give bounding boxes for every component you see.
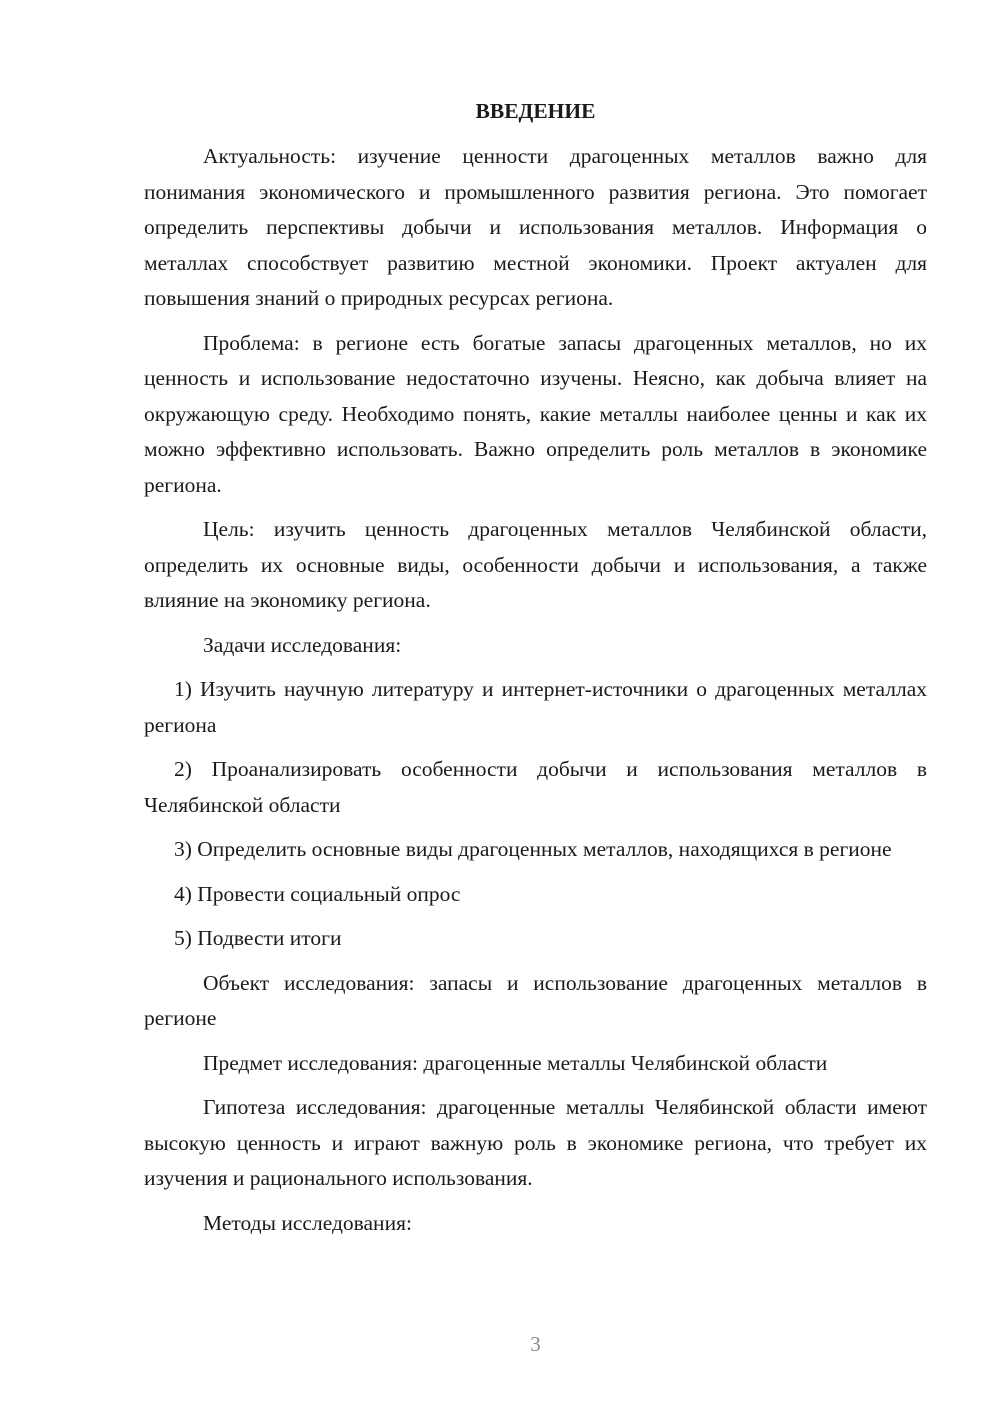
problem-paragraph: Проблема: в регионе есть богатые запасы драгоценных металлов, но их ценность и использование недостаточно изучены. Неясно, как добыча влияет на окружающую среду. Необходимо понять, какие металлы наиболее ценны и как их можно эффективно использовать. Важно определить роль металлов в экономике региона. (144, 330, 927, 497)
task-item: 3) Определить основные виды драгоценных металлов, находящихся в регионе (174, 837, 892, 861)
page-number: 3 (530, 1332, 541, 1356)
hypothesis-paragraph: Гипотеза исследования: драгоценные металлы Челябинской области имеют высокую ценность и играют важную роль в экономике региона, что требует их изучения и рационального использования. (144, 1095, 927, 1190)
section-heading: ВВЕДЕНИЕ (475, 99, 596, 123)
methods-label: Методы исследования: (203, 1210, 412, 1235)
goal-paragraph: Цель: изучить ценность драгоценных металлов Челябинской области, определить их основные виды, особенности добычи и использования, а также влияние на экономику региона. (144, 517, 927, 612)
task-item: 5) Подвести итоги (174, 926, 342, 950)
tasks-list (144, 672, 927, 957)
subject-paragraph: Предмет исследования: драгоценные металлы Челябинской области (203, 1050, 828, 1075)
task-item: 1) Изучить научную литературу и интернет-источники о драгоценных металлах региона (144, 677, 927, 737)
tasks-label: Задачи исследования: (203, 632, 402, 657)
task-item: 4) Провести социальный опрос (174, 881, 461, 906)
task-item: 2) Проанализировать особенности добычи и использования металлов в Челябинской области (144, 757, 927, 817)
document-page (144, 94, 927, 1250)
object-paragraph: Объект исследования: запасы и использование драгоценных металлов в регионе (144, 970, 927, 1030)
relevance-paragraph: Актуальность: изучение ценности драгоценных металлов важно для понимания экономического и промышленного развития региона. Это помогает определить перспективы добычи и использования металлов. Информация о металлах способствует развитию местной экономики. Проект актуален для повышения знаний о природных ресурсах региона. (144, 144, 927, 310)
